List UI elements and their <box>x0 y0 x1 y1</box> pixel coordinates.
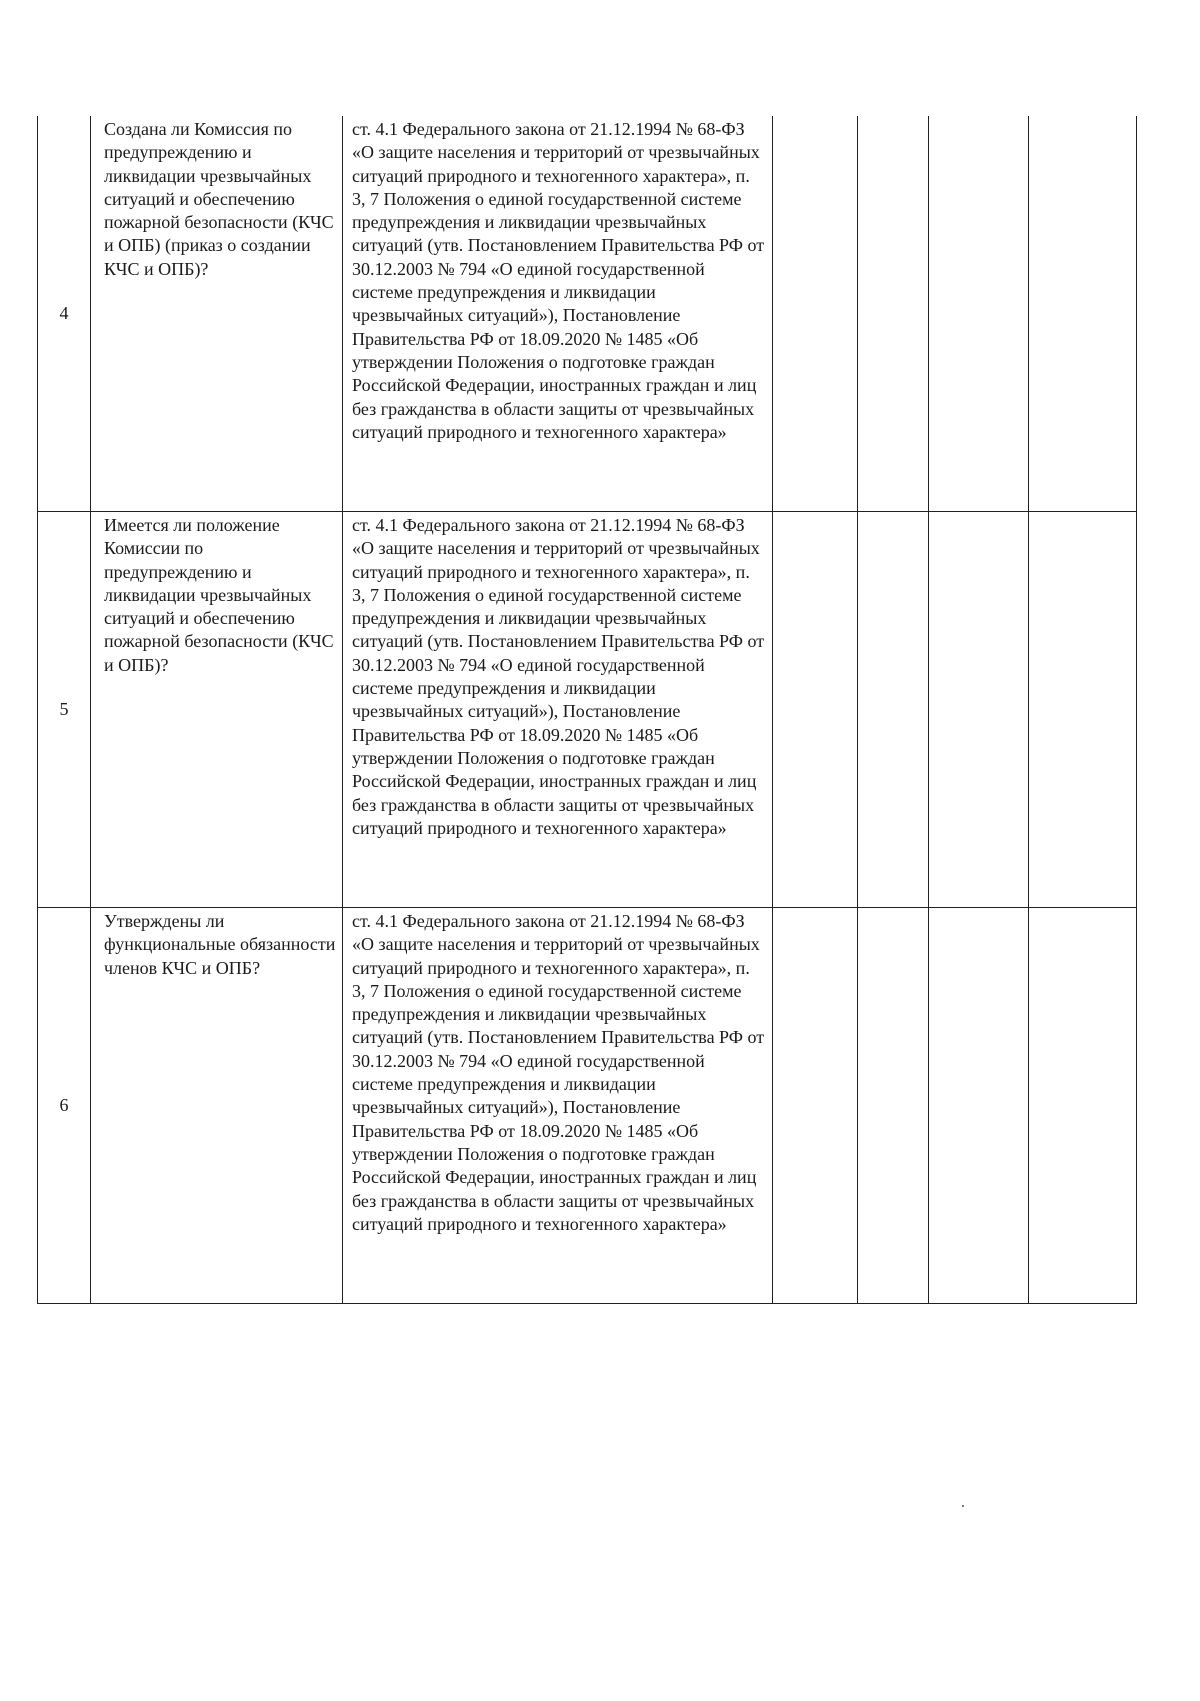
answer-yes-cell <box>773 512 858 908</box>
not-applicable-cell <box>929 116 1029 512</box>
legal-basis-cell: ст. 4.1 Федерального закона от 21.12.1994 № 68-ФЗ «О защите населения и территорий от чрезвычайных ситуаций природного и техногенного характера», п. 3, 7 Положения о единой государственной системе предупреждения и ликвидации чрезвычайных ситуаций (утв. Постановлением Правительства РФ от 30.12.2003 № 794 «О единой государственной системе предупреждения и ликвидации чрезвычайных ситуаций»), Постановление Правительства РФ от 18.09.2020 № 1485 «Об утверждении Положения о подготовке граждан Российской Федерации, иностранных граждан и лиц без гражданства в области защиты от чрезвычайных ситуаций природного и техногенного характера» <box>343 908 773 1304</box>
answer-yes-cell <box>773 908 858 1304</box>
question-cell: Утверждены ли функциональные обязанности членов КЧС и ОПБ? <box>91 908 343 1304</box>
answer-no-cell <box>858 116 929 512</box>
row-number: 4 <box>38 116 91 512</box>
answer-no-cell <box>858 908 929 1304</box>
note-cell <box>1029 908 1137 1304</box>
note-cell <box>1029 512 1137 908</box>
note-cell <box>1029 116 1137 512</box>
row-number: 5 <box>38 512 91 908</box>
table-row <box>38 512 1137 908</box>
not-applicable-cell <box>929 908 1029 1304</box>
table-row <box>38 116 1137 512</box>
answer-no-cell <box>858 512 929 908</box>
row-number: 6 <box>38 908 91 1304</box>
legal-basis-cell: ст. 4.1 Федерального закона от 21.12.1994 № 68-ФЗ «О защите населения и территорий от чрезвычайных ситуаций природного и техногенного характера», п. 3, 7 Положения о единой государственной системе предупреждения и ликвидации чрезвычайных ситуаций (утв. Постановлением Правительства РФ от 30.12.2003 № 794 «О единой государственной системе предупреждения и ликвидации чрезвычайных ситуаций»), Постановление Правительства РФ от 18.09.2020 № 1485 «Об утверждении Положения о подготовке граждан Российской Федерации, иностранных граждан и лиц без гражданства в области защиты от чрезвычайных ситуаций природного и техногенного характера» <box>343 512 773 908</box>
scan-speck <box>962 1505 964 1507</box>
answer-yes-cell <box>773 116 858 512</box>
not-applicable-cell <box>929 512 1029 908</box>
table-row <box>38 908 1137 1304</box>
checklist-table <box>37 116 1137 1304</box>
question-cell: Имеется ли положение Комиссии по предупреждению и ликвидации чрезвычайных ситуаций и обеспечению пожарной безопасности (КЧС и ОПБ)? <box>91 512 343 908</box>
legal-basis-cell: ст. 4.1 Федерального закона от 21.12.1994 № 68-ФЗ «О защите населения и территорий от чрезвычайных ситуаций природного и техногенного характера», п. 3, 7 Положения о единой государственной системе предупреждения и ликвидации чрезвычайных ситуаций (утв. Постановлением Правительства РФ от 30.12.2003 № 794 «О единой государственной системе предупреждения и ликвидации чрезвычайных ситуаций»), Постановление Правительства РФ от 18.09.2020 № 1485 «Об утверждении Положения о подготовке граждан Российской Федерации, иностранных граждан и лиц без гражданства в области защиты от чрезвычайных ситуаций природного и техногенного характера» <box>343 116 773 512</box>
question-cell: Создана ли Комиссия по предупреждению и ликвидации чрезвычайных ситуаций и обеспечению пожарной безопасности (КЧС и ОПБ) (приказ о создании КЧС и ОПБ)? <box>91 116 343 512</box>
